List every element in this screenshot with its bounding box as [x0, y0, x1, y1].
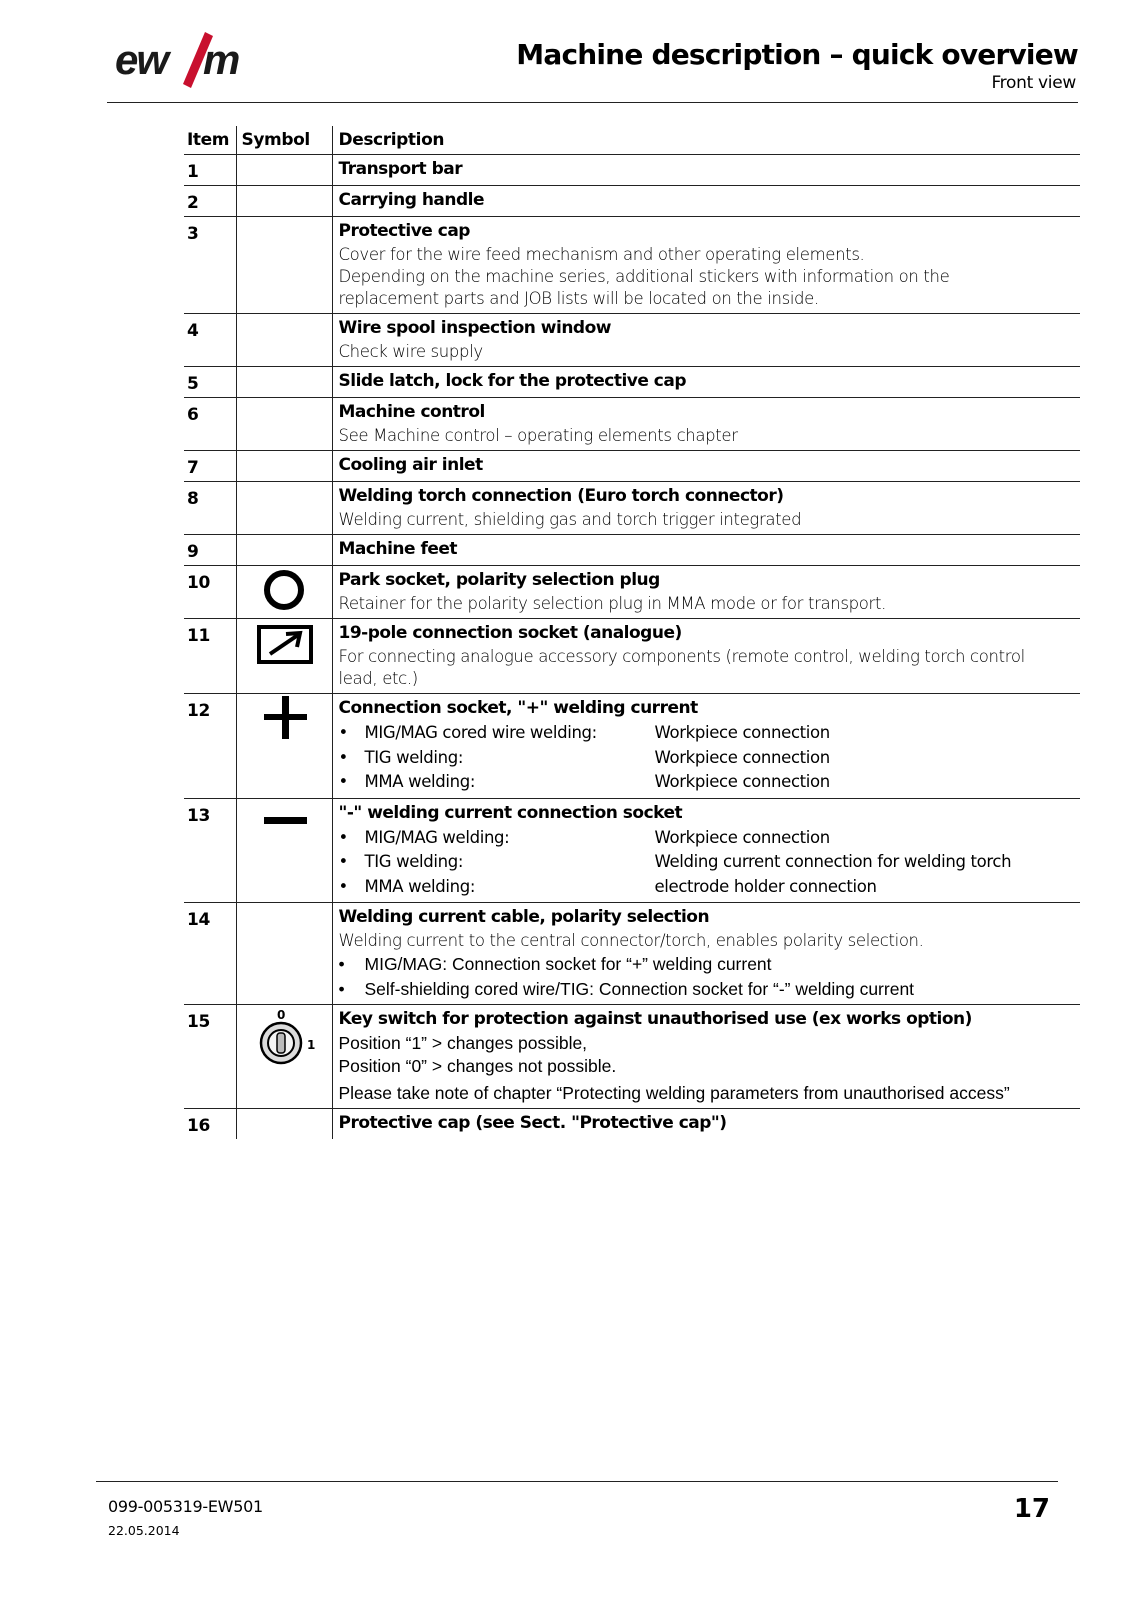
table-row — [184, 217, 1080, 314]
svg-text:1: 1 — [306, 1038, 315, 1052]
item-text: Cover for the wire feed mechanism and other operating elements. Depending on the machine series, additional stickers with information on the replacement parts and JOB lists will be located on the inside. — [338, 245, 950, 308]
table-header-row — [184, 126, 1080, 155]
item-title: Protective cap (see Sect. "Protective cap") — [338, 1113, 727, 1133]
symbol-cell — [236, 619, 332, 694]
item-title: Welding torch connection (Euro torch connector) — [338, 486, 784, 506]
item-number: 5 — [184, 367, 236, 398]
list-item: • MIG/MAG: Connection socket for “+” welding current — [338, 954, 772, 974]
item-number: 11 — [184, 619, 236, 694]
item-text: Retainer for the polarity selection plug in MMA mode or for transport. — [338, 594, 886, 613]
list-item: • MIG/MAG cored wire welding: Workpiece connection — [338, 723, 830, 742]
symbol-cell — [236, 798, 332, 903]
plus-icon — [237, 694, 333, 744]
symbol-cell — [236, 535, 332, 566]
page-subtitle: Front view — [991, 73, 1076, 93]
table-row — [184, 155, 1080, 186]
list-item: • TIG welding: Welding current connection for welding torch — [338, 852, 1012, 871]
table-row — [184, 186, 1080, 217]
list-item: • MMA welding: Workpiece connection — [338, 772, 830, 791]
item-note: Please take note of chapter “Protecting welding parameters from unauthorised access” — [338, 1083, 1010, 1103]
table-row — [184, 535, 1080, 566]
item-title: Machine feet — [338, 539, 458, 559]
item-title: 19-pole connection socket (analogue) — [338, 623, 682, 643]
item-number: 16 — [187, 1116, 211, 1136]
item-number: 13 — [184, 798, 236, 903]
table-row — [184, 482, 1080, 535]
item-text: Check wire supply — [338, 342, 483, 361]
item-title: Slide latch, lock for the protective cap — [338, 371, 687, 391]
list-item: • Self-shielding cored wire/TIG: Connection socket for “-” welding current — [338, 978, 915, 999]
symbol-cell — [236, 694, 332, 799]
remote-control-socket-icon — [237, 619, 333, 673]
item-text: Welding current to the central connector/torch, enables polarity selection. — [338, 931, 924, 950]
symbol-cell — [236, 566, 332, 619]
table-row — [184, 619, 1080, 694]
svg-text:ew: ew — [115, 36, 168, 83]
table-row — [184, 1109, 1080, 1140]
item-title: Machine control — [338, 402, 485, 422]
table-row — [184, 1005, 1080, 1109]
footer-divider — [96, 1481, 1058, 1482]
item-number: 9 — [184, 535, 236, 566]
table-row — [184, 903, 1080, 1005]
list-item: • MIG/MAG welding: Workpiece connection — [338, 827, 830, 847]
item-number: 6 — [184, 398, 236, 451]
document-date: 22.05.2014 — [108, 1523, 180, 1538]
circle-socket-icon — [237, 566, 333, 614]
item-text: See Machine control – operating elements chapter — [338, 426, 738, 445]
minus-icon — [237, 799, 333, 833]
item-title: Park socket, polarity selection plug — [338, 570, 660, 590]
item-text: Position “1” > changes possible, Position “0” > changes not possible. — [338, 1033, 617, 1076]
item-title: "-" welding current connection socket — [338, 802, 683, 823]
svg-text:m: m — [203, 36, 241, 83]
table-row — [184, 566, 1080, 619]
table-row — [184, 398, 1080, 451]
header-divider — [107, 102, 1078, 103]
table-row — [184, 314, 1080, 367]
ewm-logo — [113, 30, 263, 92]
symbol-cell — [236, 217, 332, 314]
table-row — [184, 451, 1080, 482]
item-title: Protective cap — [338, 221, 470, 241]
item-number: 4 — [184, 314, 236, 367]
document-number: 099-005319-EW501 — [108, 1497, 263, 1516]
item-number: 3 — [184, 217, 236, 314]
item-number: 1 — [184, 155, 236, 186]
item-number: 2 — [184, 186, 236, 217]
item-number: 15 — [184, 1005, 236, 1109]
item-title: Connection socket, "+" welding current — [338, 698, 698, 718]
symbol-cell — [236, 482, 332, 535]
column-header-symbol: Symbol — [236, 126, 332, 155]
list-item: • TIG welding: Workpiece connection — [338, 747, 830, 767]
list-item: • MMA welding: electrode holder connection — [338, 876, 877, 896]
symbol-cell — [236, 186, 332, 217]
symbol-cell — [236, 1109, 332, 1140]
item-description-table — [184, 126, 1080, 1139]
item-title: Carrying handle — [338, 190, 485, 210]
item-number: 12 — [184, 694, 236, 799]
item-number: 7 — [184, 451, 236, 482]
item-text: For connecting analogue accessory components (remote control, welding torch control lead, etc.) — [338, 647, 1025, 688]
symbol-cell — [236, 367, 332, 398]
symbol-cell — [236, 398, 332, 451]
item-title: Key switch for protection against unauthorised use (ex works option) — [338, 1009, 972, 1029]
item-number: 10 — [184, 566, 236, 619]
item-title: Cooling air inlet — [338, 455, 483, 475]
item-title: Transport bar — [338, 159, 463, 179]
column-header-item: Item — [184, 126, 236, 155]
symbol-cell — [236, 451, 332, 482]
item-title: Welding current cable, polarity selection — [338, 907, 710, 927]
page-number: 17 — [1013, 1494, 1050, 1524]
table-row — [184, 367, 1080, 398]
symbol-cell — [236, 155, 332, 186]
svg-text:0: 0 — [276, 1008, 285, 1022]
table-row — [184, 798, 1080, 903]
key-switch-icon — [237, 1005, 333, 1075]
item-number: 8 — [184, 482, 236, 535]
page-title: Machine description – quick overview — [516, 38, 1078, 71]
column-header-description: Description — [332, 126, 1080, 155]
item-number: 14 — [184, 903, 236, 1005]
symbol-cell — [236, 903, 332, 1005]
item-text: Welding current, shielding gas and torch trigger integrated — [338, 510, 802, 529]
table-row — [184, 694, 1080, 799]
symbol-cell — [236, 314, 332, 367]
symbol-cell — [236, 1005, 332, 1109]
item-title: Wire spool inspection window — [338, 318, 611, 338]
